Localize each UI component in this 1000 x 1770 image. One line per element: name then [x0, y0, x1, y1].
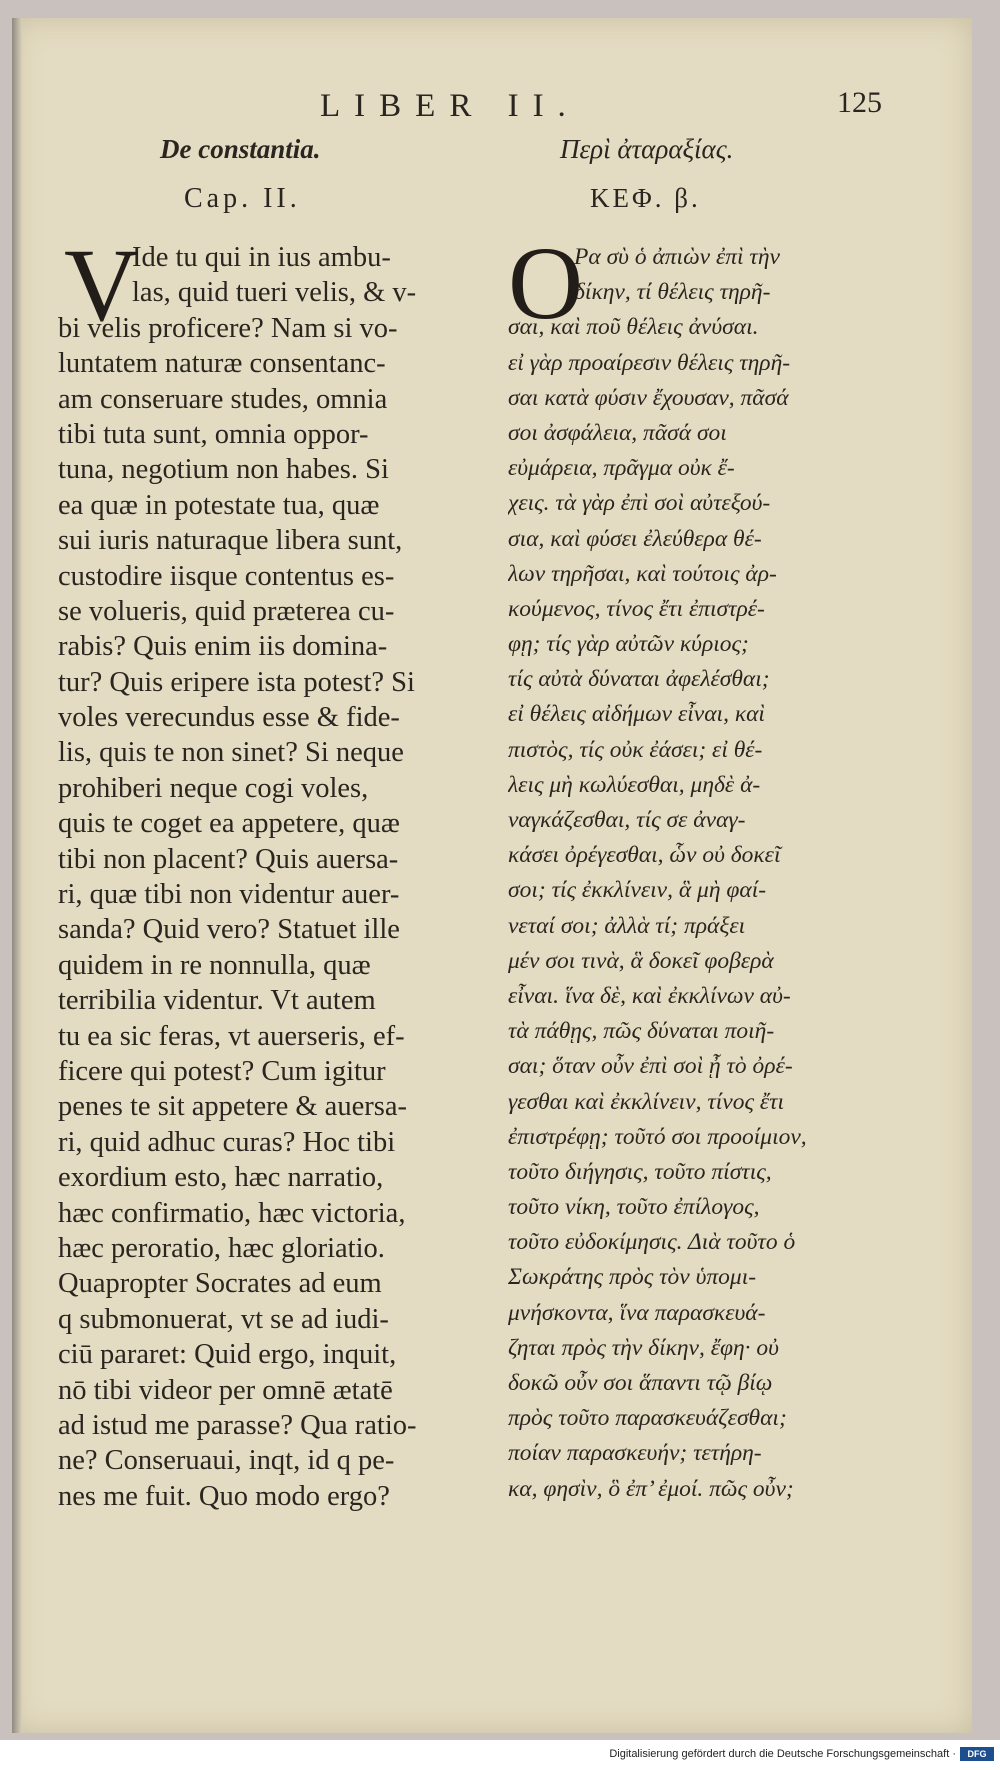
greek-text-line: μνήσκοντα, ἵνα παρασκευά- [508, 1299, 766, 1326]
greek-text-line: ναγκάζεσθαι, τίς σε ἀναγ- [508, 807, 746, 833]
latin-section-title: De constantia. [160, 134, 321, 164]
latin-text-line: tu ea sic feras, vt auerseris, ef- [58, 1020, 405, 1052]
latin-text-line: hæc peroratio, hæc gloriatio. [58, 1232, 385, 1264]
latin-text-line: tur? Quis eripere ista potest? Si [58, 666, 415, 698]
greek-text-line: πιστὸς, τίς οὐκ ἐάσει; εἰ θέ- [508, 736, 763, 763]
latin-text-line: luntatem naturæ consentanc- [58, 348, 386, 380]
latin-text-line: quidem in re nonnulla, quæ [58, 949, 371, 981]
latin-text-line: ea quæ in potestate tua, quæ [58, 489, 380, 521]
dfg-logo: DFG [960, 1747, 994, 1761]
latin-text-line: ri, quid adhuc curas? Hoc tibi [58, 1126, 396, 1158]
latin-text-line: ne? Conseruaui, inqt, id q pe- [58, 1445, 395, 1477]
greek-text-line: τοῦτο εὐδοκίμησις. Διὰ τοῦτο ὁ [508, 1229, 796, 1256]
greek-text-line: κούμενος, τίνος ἔτι ἐπιστρέ- [508, 595, 765, 622]
digitization-footer [0, 1740, 1000, 1770]
latin-text-line: nō tibi videor per omnē ætatē [58, 1374, 393, 1406]
greek-text-line: κα, φησὶν, ὃ ἐπ’ ἐμοί. πῶς οὖν; [508, 1475, 794, 1502]
page-number: 125 [837, 86, 882, 119]
greek-text-line: πρὸς τοῦτο παρασκευάζεσθαι; [508, 1405, 787, 1432]
latin-text-line: ciū pararet: Quid ergo, inquit, [58, 1339, 397, 1371]
greek-text-line: Σωκράτης πρὸς τὸν ὑπομι- [508, 1264, 757, 1291]
greek-drop-cap: O [508, 226, 584, 341]
latin-text-line: Quapropter Socrates ad eum [58, 1268, 382, 1300]
greek-text-line: εἰ θέλεις αἰδήμων εἶναι, καὶ [508, 701, 765, 728]
latin-text-line: custodire iisque contentus es- [58, 560, 395, 592]
latin-text-line: q submonuerat, vt se ad iudi- [58, 1303, 389, 1335]
greek-text-line: σαι κατὰ φύσιν ἔχουσαν, πᾶσά [508, 384, 789, 411]
greek-text-line: δοκῶ οὖν σοι ἅπαντι τῷ βίῳ [508, 1370, 773, 1396]
greek-text-line: τοῦτο διήγησις, τοῦτο πίστις, [508, 1158, 772, 1185]
latin-text-line: bi velis proficere? Nam si vo- [58, 312, 398, 344]
latin-text-line: se volueris, quid præterea cu- [58, 595, 395, 627]
greek-text-line: εἰ γὰρ προαίρεσιν θέλεις τηρῆ- [508, 349, 791, 376]
greek-text-line: δίκην, τί θέλεις τηρῆ- [574, 279, 771, 306]
greek-text-line: σια, καὶ φύσει ἐλεύθερα θέ- [508, 525, 762, 552]
latin-text-column [58, 228, 463, 1514]
greek-text-line: ζηται πρὸς τὴν δίκην, ἔφη· οὐ [508, 1334, 779, 1361]
latin-text-line: exordium esto, hæc narratio, [58, 1162, 384, 1194]
greek-text-line: τοῦτο νίκη, τοῦτο ἐπίλογος, [508, 1194, 760, 1221]
latin-text-line: quis te coget ea appetere, quæ [58, 808, 400, 840]
latin-chapter-heading: Cap. II. [184, 183, 301, 214]
latin-text-line: prohiberi neque cogi voles, [58, 772, 369, 804]
latin-text-line: sanda? Quid vero? Statuet ille [58, 914, 400, 946]
latin-text-line: lis, quis te non sinet? Si neque [58, 737, 404, 769]
greek-text-line: ποίαν παρασκευήν; τετήρη- [508, 1440, 762, 1467]
greek-lines [508, 240, 846, 1507]
latin-text-line: voles verecundus esse & fide- [58, 702, 400, 734]
greek-text-line: τίς αὐτὰ δύναται ἀφελέσθαι; [508, 666, 770, 693]
latin-drop-cap: V [64, 228, 140, 343]
latin-text-line: ficere qui potest? Cum igitur [58, 1055, 386, 1087]
greek-text-line: κάσει ὀρέγεσθαι, ὧν οὐ δοκεῖ [508, 842, 781, 869]
greek-text-line: ἐπιστρέφῃ; τοῦτό σοι προοίμιον, [508, 1123, 807, 1150]
greek-text-line: σαι; ὅταν οὖν ἐπὶ σοὶ ᾖ τὸ ὀρέ- [508, 1053, 793, 1080]
greek-text-line: σαι, καὶ ποῦ θέλεις ἀνύσαι. [508, 314, 759, 341]
greek-section-title: Περὶ ἀταραξίας. [560, 134, 734, 164]
latin-text-line: nes me fuit. Quo modo ergo? [58, 1480, 390, 1512]
greek-text-line: μέν σοι τινὰ, ἃ δοκεῖ φοβερὰ [508, 947, 774, 974]
greek-text-line: λων τηρῆσαι, καὶ τούτοις ἀρ- [508, 560, 777, 587]
greek-text-line: χεις. τὰ γὰρ ἐπὶ σοὶ αὐτεξού- [508, 490, 771, 517]
latin-text-line: hæc confirmatio, hæc victoria, [58, 1197, 406, 1229]
greek-text-line: λεις μὴ κωλύεσθαι, μηδὲ ἀ- [508, 771, 761, 798]
latin-text-line: penes te sit appetere & auersa- [58, 1091, 407, 1123]
greek-text-line: σοι; τίς ἐκκλίνειν, ἃ μὴ φαί- [508, 877, 767, 904]
greek-text-line: γεσθαι καὶ ἐκκλίνειν, τίνος ἔτι [508, 1088, 785, 1115]
funding-credit: Digitalisierung gefördert durch die Deutsche Forschungsgemeinschaft · [609, 1748, 956, 1760]
greek-text-line: εἶναι. ἵνα δὲ, καὶ ἐκκλίνων αὐ- [508, 982, 791, 1009]
latin-text-line: ri, quæ tibi non videntur auer- [58, 879, 400, 911]
latin-text-line: am conseruare studes, omnia [58, 383, 388, 415]
greek-chapter-heading: ΚΕΦ. β. [590, 183, 701, 213]
greek-text-column [508, 226, 846, 1507]
greek-text-line: σοι ἀσφάλεια, πᾶσά σοι [508, 419, 727, 446]
greek-text-line: νεταί σοι; ἀλλὰ τί; πράξει [508, 912, 746, 939]
latin-text-line: tuna, negotium non habes. Si [58, 454, 389, 486]
greek-text-line: φῃ; τίς γὰρ αὐτῶν κύριος; [508, 631, 749, 658]
latin-text-line: tibi non placent? Quis auersa- [58, 843, 399, 875]
latin-text-line: tibi tuta sunt, omnia oppor- [58, 418, 369, 450]
latin-text-line: Ide tu qui in ius ambu- [132, 242, 391, 273]
latin-text-line: sui iuris naturaque libera sunt, [58, 525, 403, 557]
latin-text-line: rabis? Quis enim iis domina- [58, 631, 388, 663]
latin-text-line: terribilia videntur. Vt autem [58, 985, 376, 1017]
latin-text-line: las, quid tueri velis, & v- [132, 277, 417, 309]
page-gutter-shadow [12, 18, 22, 1733]
latin-text-line: ad istud me parasse? Qua ratio- [58, 1409, 417, 1441]
latin-lines [58, 240, 463, 1514]
greek-text-line: εὐμάρεια, πρᾶγμα οὐκ ἔ- [508, 455, 735, 482]
greek-text-line: τὰ πάθῃς, πῶς δύναται ποιῆ- [508, 1018, 775, 1045]
running-head: LIBER II. [320, 88, 580, 124]
greek-text-line: Ρα σὺ ὁ ἀπιὼν ἐπὶ τὴν [574, 244, 780, 270]
